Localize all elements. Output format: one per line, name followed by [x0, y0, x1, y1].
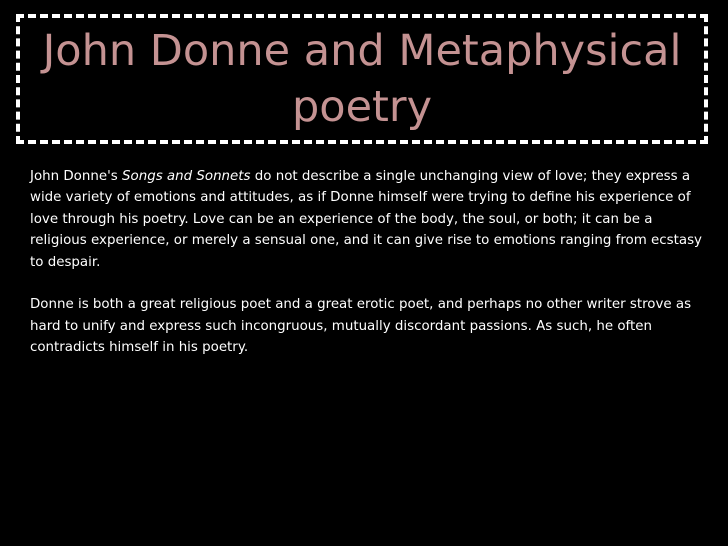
work-title: Songs and Sonnets [122, 169, 251, 184]
paragraph-1 [30, 166, 706, 273]
title-frame [16, 14, 708, 144]
paragraph-2: Donne is both a great religious poet and a great erotic poet, and perhaps no other writer strove as hard to unify and express such incongruous, mutually discordant passions. As such, he often contradicts himself in his poetry. [30, 297, 692, 356]
slide-body [30, 166, 706, 359]
slide-title: John Donne and Metaphysical poetry [42, 26, 682, 132]
paragraph-1-prefix: John Donne's [30, 169, 123, 184]
paragraph-1-rest: do not describe a single unchanging view of love; they express a wide variety of emotions and attitudes, as if Donne himself were trying to define his experience of love through his poetry. Love can be an experience of the body, the soul, or both; it can be a religious experience, or merely a sensual one, and it can give rise to emotions ranging from ecstasy to despair. [30, 169, 702, 270]
